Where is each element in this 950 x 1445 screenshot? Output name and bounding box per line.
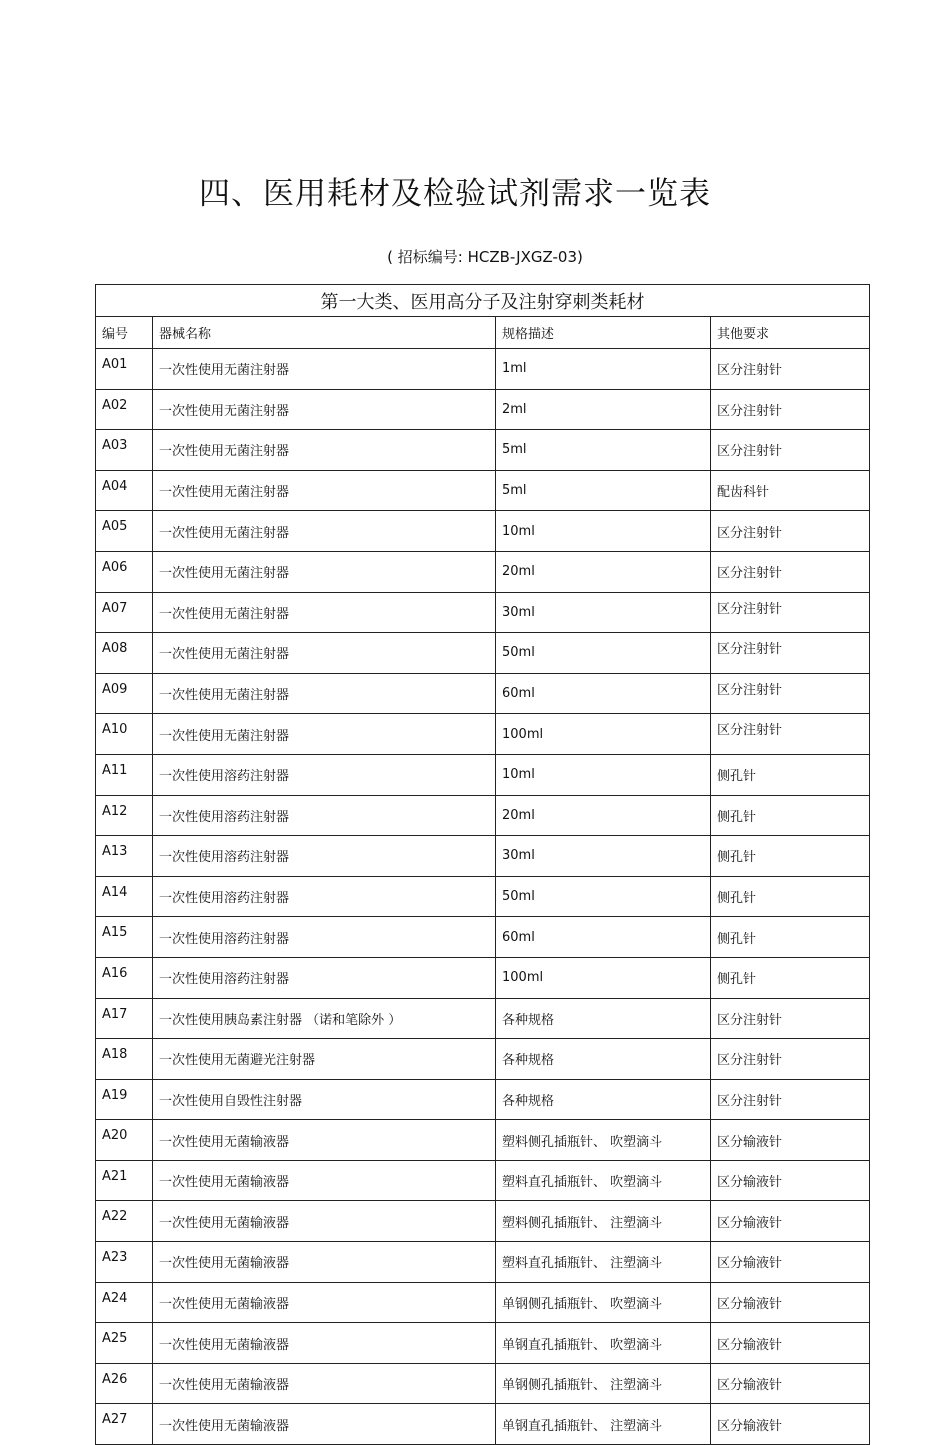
- cell-spec: 塑料直孔插瓶针、 注塑滴斗: [496, 1242, 711, 1283]
- cell-spec: 单钢直孔插瓶针、 吹塑滴斗: [496, 1323, 711, 1364]
- cell-other: 侧孔针: [711, 957, 870, 998]
- cell-other: 区分输液针: [711, 1282, 870, 1323]
- table-row: [96, 673, 870, 714]
- table-row: [96, 511, 870, 552]
- cell-device-name: 一次性使用无菌输液器: [153, 1323, 496, 1364]
- cell-code: A07: [96, 592, 153, 633]
- header-code: 编号: [96, 317, 153, 349]
- cell-device-name: 一次性使用无菌输液器: [153, 1282, 496, 1323]
- cell-other: 区分注射针: [711, 633, 870, 674]
- cell-device-name: 一次性使用无菌避光注射器: [153, 1039, 496, 1080]
- cell-device-name: 一次性使用无菌注射器: [153, 592, 496, 633]
- table-row: [96, 470, 870, 511]
- table-row: [96, 592, 870, 633]
- table-row: [96, 714, 870, 755]
- cell-code: A18: [96, 1039, 153, 1080]
- cell-other: 区分输液针: [711, 1404, 870, 1445]
- cell-spec: 1ml: [496, 349, 711, 390]
- cell-device-name: 一次性使用溶药注射器: [153, 917, 496, 958]
- cell-spec: 20ml: [496, 795, 711, 836]
- table-row: [96, 1404, 870, 1445]
- cell-other: 区分注射针: [711, 349, 870, 390]
- cell-other: 配齿科针: [711, 470, 870, 511]
- cell-other: 区分注射针: [711, 430, 870, 471]
- cell-code: A06: [96, 551, 153, 592]
- cell-code: A20: [96, 1120, 153, 1161]
- cell-code: A25: [96, 1323, 153, 1364]
- cell-spec: 5ml: [496, 430, 711, 471]
- table-row: [96, 1120, 870, 1161]
- cell-other: 侧孔针: [711, 836, 870, 877]
- cell-spec: 50ml: [496, 633, 711, 674]
- cell-other: 区分注射针: [711, 511, 870, 552]
- cell-code: A21: [96, 1160, 153, 1201]
- cell-spec: 100ml: [496, 714, 711, 755]
- cell-code: A10: [96, 714, 153, 755]
- cell-device-name: 一次性使用无菌注射器: [153, 511, 496, 552]
- cell-other: 区分注射针: [711, 1039, 870, 1080]
- cell-spec: 10ml: [496, 754, 711, 795]
- cell-spec: 50ml: [496, 876, 711, 917]
- cell-other: 侧孔针: [711, 795, 870, 836]
- cell-spec: 单钢侧孔插瓶针、 注塑滴斗: [496, 1363, 711, 1404]
- table-row: [96, 754, 870, 795]
- cell-spec: 各种规格: [496, 1039, 711, 1080]
- cell-code: A27: [96, 1404, 153, 1445]
- cell-device-name: 一次性使用无菌注射器: [153, 470, 496, 511]
- cell-device-name: 一次性使用无菌输液器: [153, 1120, 496, 1161]
- cell-other: 区分注射针: [711, 673, 870, 714]
- cell-spec: 单钢侧孔插瓶针、 吹塑滴斗: [496, 1282, 711, 1323]
- table-row: [96, 1242, 870, 1283]
- cell-code: A17: [96, 998, 153, 1039]
- cell-spec: 塑料侧孔插瓶针、 吹塑滴斗: [496, 1120, 711, 1161]
- cell-device-name: 一次性使用溶药注射器: [153, 876, 496, 917]
- table-row: [96, 633, 870, 674]
- table-row: [96, 1039, 870, 1080]
- cell-device-name: 一次性使用自毁性注射器: [153, 1079, 496, 1120]
- cell-code: A12: [96, 795, 153, 836]
- cell-device-name: 一次性使用无菌注射器: [153, 551, 496, 592]
- cell-other: 区分输液针: [711, 1363, 870, 1404]
- cell-code: A26: [96, 1363, 153, 1404]
- header-other: 其他要求: [711, 317, 870, 349]
- table-row: [96, 1323, 870, 1364]
- page-title: 四、医用耗材及检验试剂需求一览表: [199, 176, 711, 212]
- cell-spec: 各种规格: [496, 1079, 711, 1120]
- cell-code: A04: [96, 470, 153, 511]
- cell-code: A15: [96, 917, 153, 958]
- cell-other: 区分注射针: [711, 551, 870, 592]
- cell-other: 侧孔针: [711, 754, 870, 795]
- table-row: [96, 551, 870, 592]
- cell-device-name: 一次性使用溶药注射器: [153, 957, 496, 998]
- table-row: [96, 917, 870, 958]
- table-row: [96, 1363, 870, 1404]
- cell-device-name: 一次性使用无菌注射器: [153, 389, 496, 430]
- cell-device-name: 一次性使用无菌输液器: [153, 1363, 496, 1404]
- cell-spec: 60ml: [496, 917, 711, 958]
- cell-spec: 5ml: [496, 470, 711, 511]
- cell-device-name: 一次性使用胰岛素注射器 （诺和笔除外 ）: [153, 998, 496, 1039]
- cell-code: A19: [96, 1079, 153, 1120]
- header-spec: 规格描述: [496, 317, 711, 349]
- cell-other: 区分输液针: [711, 1120, 870, 1161]
- table-row: [96, 430, 870, 471]
- cell-spec: 100ml: [496, 957, 711, 998]
- header-device-name: 器械名称: [153, 317, 496, 349]
- cell-other: 区分注射针: [711, 389, 870, 430]
- cell-other: 区分注射针: [711, 714, 870, 755]
- cell-device-name: 一次性使用无菌注射器: [153, 633, 496, 674]
- cell-code: A08: [96, 633, 153, 674]
- cell-code: A22: [96, 1201, 153, 1242]
- cell-other: 区分注射针: [711, 998, 870, 1039]
- cell-device-name: 一次性使用无菌注射器: [153, 430, 496, 471]
- table-row: [96, 836, 870, 877]
- cell-other: 区分输液针: [711, 1242, 870, 1283]
- cell-spec: 塑料直孔插瓶针、 吹塑滴斗: [496, 1160, 711, 1201]
- cell-device-name: 一次性使用无菌输液器: [153, 1404, 496, 1445]
- cell-device-name: 一次性使用无菌输液器: [153, 1160, 496, 1201]
- table-row: [96, 957, 870, 998]
- cell-code: A03: [96, 430, 153, 471]
- cell-other: 区分输液针: [711, 1160, 870, 1201]
- cell-device-name: 一次性使用无菌输液器: [153, 1242, 496, 1283]
- cell-code: A02: [96, 389, 153, 430]
- table-row: [96, 795, 870, 836]
- table-row: [96, 1201, 870, 1242]
- table-row: [96, 998, 870, 1039]
- table-row: [96, 876, 870, 917]
- table-row: [96, 349, 870, 390]
- table-row: [96, 1079, 870, 1120]
- table-row: [96, 1160, 870, 1201]
- cell-other: 区分输液针: [711, 1323, 870, 1364]
- requirements-table: [95, 284, 870, 1445]
- cell-spec: 各种规格: [496, 998, 711, 1039]
- header-row: [96, 317, 870, 349]
- cell-code: A16: [96, 957, 153, 998]
- cell-device-name: 一次性使用溶药注射器: [153, 795, 496, 836]
- cell-spec: 30ml: [496, 836, 711, 877]
- cell-spec: 单钢直孔插瓶针、 注塑滴斗: [496, 1404, 711, 1445]
- cell-device-name: 一次性使用无菌注射器: [153, 673, 496, 714]
- cell-other: 区分注射针: [711, 1079, 870, 1120]
- cell-spec: 60ml: [496, 673, 711, 714]
- cell-spec: 20ml: [496, 551, 711, 592]
- cell-code: A11: [96, 754, 153, 795]
- cell-code: A13: [96, 836, 153, 877]
- cell-device-name: 一次性使用溶药注射器: [153, 754, 496, 795]
- cell-code: A24: [96, 1282, 153, 1323]
- cell-device-name: 一次性使用无菌注射器: [153, 714, 496, 755]
- cell-device-name: 一次性使用无菌注射器: [153, 349, 496, 390]
- cell-other: 侧孔针: [711, 876, 870, 917]
- cell-code: A05: [96, 511, 153, 552]
- cell-code: A14: [96, 876, 153, 917]
- cell-device-name: 一次性使用无菌输液器: [153, 1201, 496, 1242]
- cell-device-name: 一次性使用溶药注射器: [153, 836, 496, 877]
- cell-spec: 塑料侧孔插瓶针、 注塑滴斗: [496, 1201, 711, 1242]
- category-row: [96, 285, 870, 317]
- cell-code: A09: [96, 673, 153, 714]
- cell-spec: 10ml: [496, 511, 711, 552]
- cell-other: 区分注射针: [711, 592, 870, 633]
- cell-other: 侧孔针: [711, 917, 870, 958]
- cell-spec: 30ml: [496, 592, 711, 633]
- table-row: [96, 1282, 870, 1323]
- category-title: 第一大类、医用高分子及注射穿刺类耗材: [96, 285, 870, 317]
- cell-spec: 2ml: [496, 389, 711, 430]
- table-row: [96, 389, 870, 430]
- cell-code: A23: [96, 1242, 153, 1283]
- tender-number: ( 招标编号: HCZB-JXGZ-03): [387, 248, 583, 266]
- cell-other: 区分输液针: [711, 1201, 870, 1242]
- cell-code: A01: [96, 349, 153, 390]
